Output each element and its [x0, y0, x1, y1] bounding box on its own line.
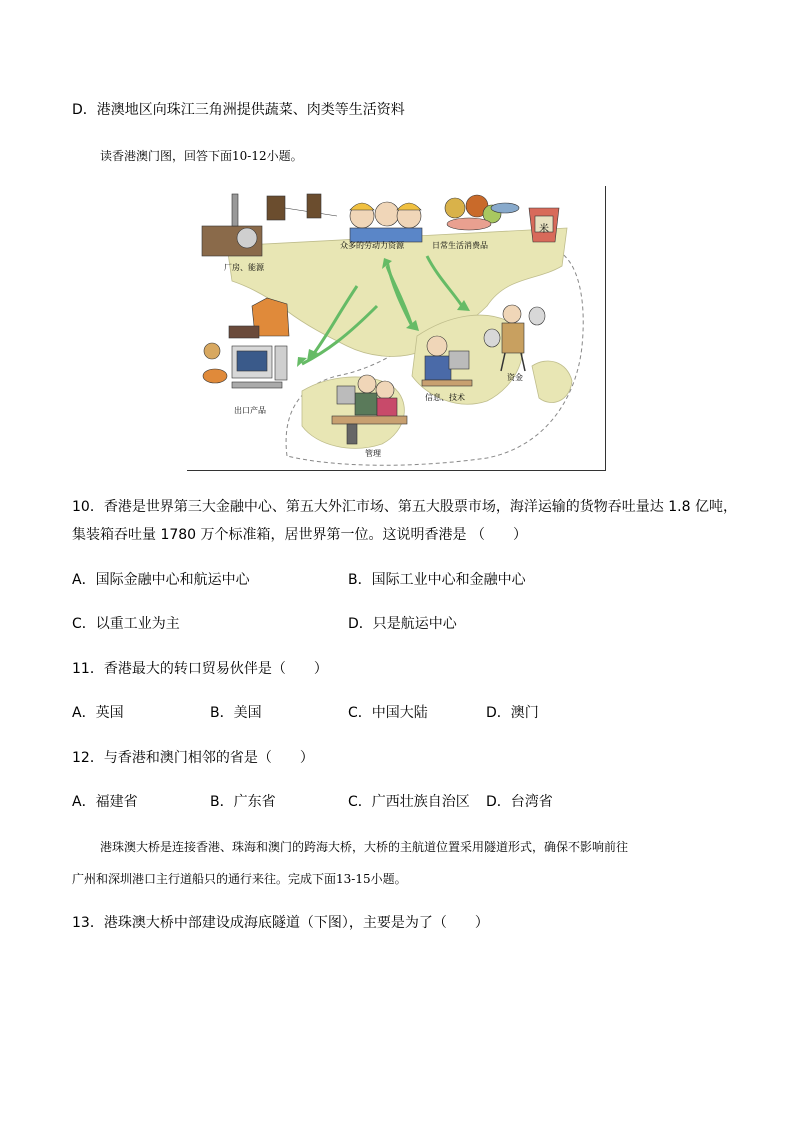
q12-option-d: D．台湾省 — [486, 794, 553, 810]
q11-stem: 11．香港最大的转口贸易伙伴是（ ） — [72, 661, 328, 677]
label-capital: 资金 — [507, 373, 523, 382]
label-management: 管理 — [365, 449, 381, 458]
label-goods: 日常生活消费品 — [432, 241, 488, 250]
hk-macau-map-figure — [187, 186, 606, 471]
q10-option-b: B．国际工业中心和金融中心 — [348, 572, 526, 588]
q12-stem: 12．与香港和澳门相邻的省是（ ） — [72, 750, 314, 766]
label-export: 出口产品 — [234, 406, 266, 415]
q12-option-c: C．广西壮族自治区 — [348, 794, 470, 810]
q11-option-d: D．澳门 — [486, 705, 539, 721]
option-d-previous: D．港澳地区向珠江三角洲提供蔬菜、肉类等生活资料 — [72, 102, 405, 118]
q12-option-b: B．广东省 — [210, 794, 276, 810]
q10-option-d: D．只是航运中心 — [348, 616, 457, 632]
q13-stem: 13．港珠澳大桥中部建设成海底隧道（下图），主要是为了（ ） — [72, 915, 489, 931]
q10-option-a: A．国际金融中心和航运中心 — [72, 572, 250, 588]
q12-option-a: A．福建省 — [72, 794, 138, 810]
label-rice: 米 — [539, 224, 549, 235]
q11-option-a: A．英国 — [72, 705, 124, 721]
q11-option-c: C．中国大陆 — [348, 705, 428, 721]
export-products-icon — [203, 298, 289, 388]
label-info: 信息、技术 — [425, 393, 465, 402]
label-factory: 厂房、能源 — [224, 263, 264, 272]
intro-hk-macau: 读香港澳门图，回答下面10-12小题。 — [100, 149, 303, 163]
label-labor: 众多的劳动力资源 — [340, 241, 404, 250]
intro-bridge-line1: 港珠澳大桥是连接香港、珠海和澳门的跨海大桥，大桥的主航道位置采用隧道形式，确保不影响前往 — [100, 840, 629, 854]
consumer-goods-icon — [445, 195, 519, 230]
intro-bridge-line2: 广州和深圳港口主行道船只的通行来往。完成下面13-15小题。 — [72, 872, 407, 886]
q10-stem-line2: 集装箱吞吐量 1780 万个标准箱，居世界第一位。这说明香港是 （ ） — [72, 527, 527, 543]
labor-workers-icon — [350, 202, 422, 242]
land-east-island — [532, 361, 572, 403]
q10-stem-line1: 10．香港是世界第三大金融中心、第五大外汇市场、第五大股票市场，海洋运输的货物吞吐量达 1.8 亿吨， — [72, 499, 737, 515]
q11-option-b: B．美国 — [210, 705, 262, 721]
q10-option-c: C．以重工业为主 — [72, 616, 180, 632]
